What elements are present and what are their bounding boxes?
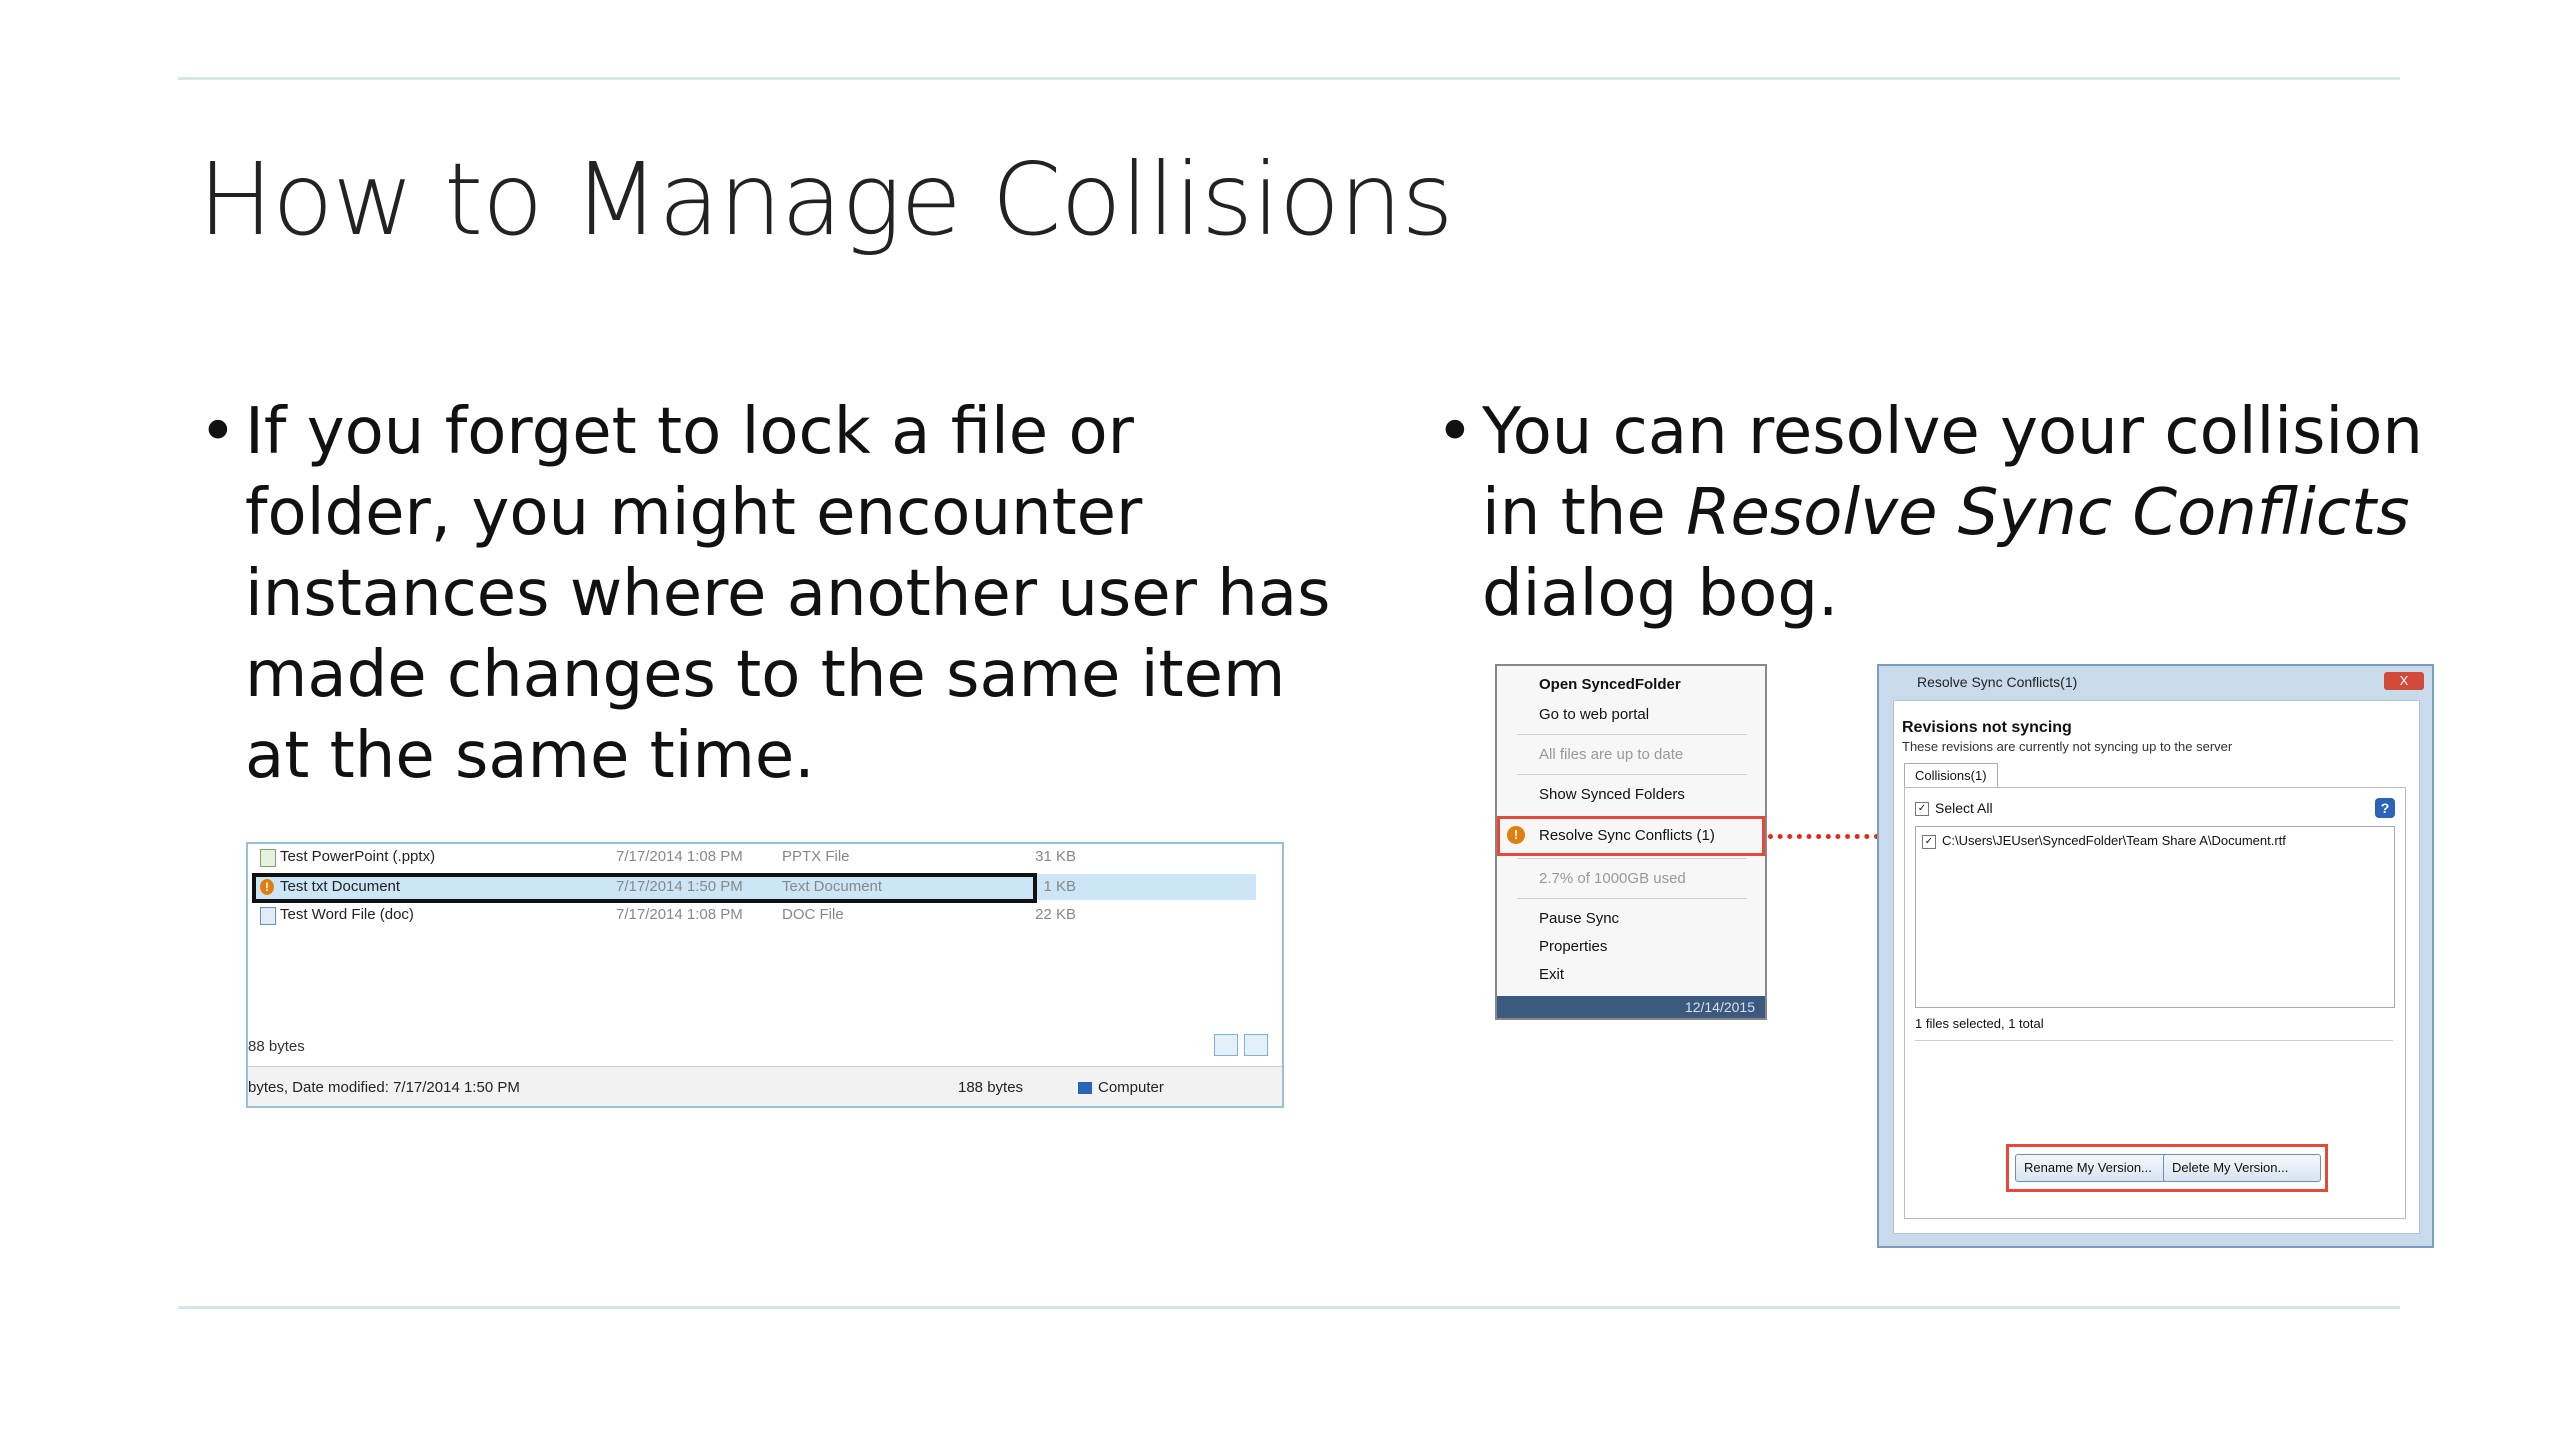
explorer-screenshot (246, 842, 1284, 1108)
bottom-divider (178, 1306, 2400, 1309)
bullet-right (1436, 392, 2482, 635)
close-button[interactable]: X (2384, 672, 2424, 690)
file-date: 7/17/2014 1:08 PM (616, 906, 743, 923)
dialog-heading: Revisions not syncing (1902, 719, 2072, 736)
file-size: 22 KB (1035, 906, 1076, 923)
dialog-subheading: These revisions are currently not syncing up to the server (1902, 739, 2233, 754)
file-row[interactable] (256, 902, 1256, 928)
status-bytes: 188 bytes (958, 1079, 1024, 1096)
file-date: 7/17/2014 1:50 PM (616, 878, 743, 895)
top-divider (178, 77, 2400, 80)
file-size: 1 KB (1043, 878, 1076, 895)
bullet-right-pre: You can resolve your collision in the (1482, 395, 2423, 550)
sync-context-menu (1495, 664, 1767, 1020)
menu-properties[interactable]: Properties (1539, 938, 1608, 955)
file-name: Test PowerPoint (.pptx) (280, 848, 436, 865)
file-type: DOC File (782, 906, 844, 923)
pptx-file-icon (260, 849, 276, 867)
details-view-icon[interactable] (1214, 1034, 1238, 1056)
menu-separator (1517, 774, 1747, 775)
menu-resolve-sync-conflicts[interactable]: Resolve Sync Conflicts (1) (1539, 827, 1715, 844)
status-location-text: Computer (1098, 1079, 1164, 1096)
file-date: 7/17/2014 1:08 PM (616, 848, 743, 865)
status-detail: bytes, Date modified: 7/17/2014 1:50 PM (248, 1079, 520, 1096)
doc-file-icon (260, 907, 276, 925)
menu-files-up-to-date: All files are up to date (1539, 746, 1684, 763)
menu-pause-sync[interactable]: Pause Sync (1539, 910, 1620, 927)
taskbar-date: 12/14/2015 (1684, 999, 1755, 1015)
view-toggle (1208, 1034, 1268, 1060)
divider (1915, 1040, 2393, 1041)
menu-open-syncedfolder[interactable]: Open SyncedFolder (1539, 676, 1681, 693)
list-item[interactable] (1922, 833, 2286, 849)
taskbar (1497, 996, 1765, 1018)
select-all-label: Select All (1935, 800, 1993, 816)
menu-separator (1517, 898, 1747, 899)
select-all-checkbox[interactable] (1915, 800, 1993, 816)
menu-exit[interactable]: Exit (1539, 966, 1565, 983)
bullet-dot: • (1436, 395, 1474, 469)
delete-my-version-button[interactable]: Delete My Version... (2163, 1154, 2321, 1182)
status-size: 88 bytes (248, 1038, 305, 1055)
checkbox-icon[interactable]: ✓ (1922, 835, 1936, 849)
menu-separator (1517, 734, 1747, 735)
dialog-title: Resolve Sync Conflicts(1) (1917, 674, 2078, 690)
computer-icon (1078, 1082, 1092, 1094)
dialog-body (1893, 700, 2420, 1234)
selection-status: 1 files selected, 1 total (1915, 1016, 2044, 1031)
file-type: PPTX File (782, 848, 850, 865)
file-path: C:\Users\JEUser\SyncedFolder\Team Share A\Document.rtf (1942, 833, 2286, 848)
collisions-panel (1904, 787, 2406, 1219)
collision-list (1915, 826, 2395, 1008)
help-icon[interactable]: ? (2375, 798, 2395, 818)
rename-my-version-button[interactable]: Rename My Version... (2015, 1154, 2173, 1182)
file-size: 31 KB (1035, 848, 1076, 865)
bullet-left (199, 392, 1345, 797)
conflict-warning-icon: ! (1507, 826, 1525, 844)
bullet-right-italic: Resolve Sync Conflicts (1686, 476, 2410, 550)
tab-collisions[interactable]: Collisions(1) (1904, 763, 1998, 787)
bullet-dot: • (199, 395, 237, 469)
bullet-right-post: dialog bog. (1482, 557, 1839, 631)
menu-storage-usage: 2.7% of 1000GB used (1539, 870, 1686, 887)
preview-pane-icon[interactable] (1244, 1034, 1268, 1056)
menu-go-to-web-portal[interactable]: Go to web portal (1539, 706, 1650, 723)
status-bar (248, 1066, 1282, 1107)
conflict-warning-icon: ! (260, 879, 274, 895)
slide-title: How to Manage Collisions (198, 141, 1453, 258)
resolve-sync-conflicts-dialog (1877, 664, 2434, 1248)
file-name: Test txt Document (280, 878, 401, 895)
status-location (1078, 1079, 1164, 1096)
menu-show-synced-folders[interactable]: Show Synced Folders (1539, 786, 1685, 803)
conflict-highlight-box (252, 873, 1037, 903)
bullet-left-text: If you forget to lock a file or folder, you might encounter instances where another user has made changes to the same item at the same time. (245, 395, 1331, 793)
file-row[interactable] (256, 844, 1256, 870)
file-name: Test Word File (doc) (280, 906, 414, 923)
file-type: Text Document (782, 878, 883, 895)
checkbox-icon: ✓ (1915, 802, 1929, 816)
menu-separator (1517, 858, 1747, 859)
